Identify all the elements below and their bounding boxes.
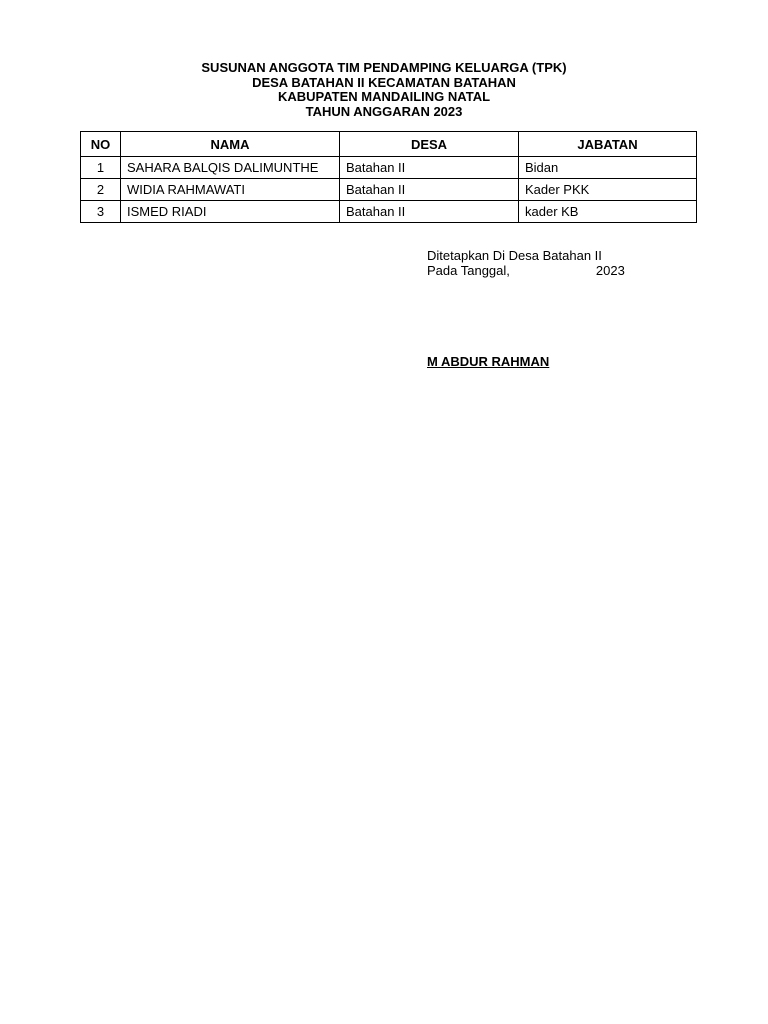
signature-block	[427, 249, 625, 278]
cell-desa: Batahan II	[340, 201, 519, 223]
cell-no: 1	[81, 157, 121, 179]
signature-date-row	[427, 264, 625, 279]
table-row	[81, 157, 697, 179]
header-title-line-3: KABUPATEN MANDAILING NATAL	[277, 89, 491, 104]
cell-no: 2	[81, 179, 121, 201]
document-header	[0, 61, 768, 119]
cell-nama: ISMED RIADI	[121, 201, 340, 223]
member-table-container	[80, 131, 697, 223]
table-row	[81, 179, 697, 201]
header-title-line-4: TAHUN ANGGARAN 2023	[305, 103, 463, 119]
cell-no: 3	[81, 201, 121, 223]
signature-date-label: Pada Tanggal,	[427, 262, 510, 278]
column-header-no: NO	[81, 132, 121, 157]
column-header-desa: DESA	[340, 132, 519, 157]
column-header-nama: NAMA	[121, 132, 340, 157]
signer-name: M ABDUR RAHMAN	[427, 354, 550, 369]
cell-nama: WIDIA RAHMAWATI	[121, 179, 340, 201]
member-table	[80, 131, 697, 223]
table-header-row	[81, 132, 697, 157]
cell-jabatan: kader KB	[519, 201, 697, 223]
table-row	[81, 201, 697, 223]
column-header-jabatan: JABATAN	[519, 132, 697, 157]
cell-nama: SAHARA BALQIS DALIMUNTHE	[121, 157, 340, 179]
header-title-line-1: SUSUNAN ANGGOTA TIM PENDAMPING KELUARGA (TPK)	[201, 60, 567, 75]
signature-year: 2023	[595, 262, 625, 278]
cell-desa: Batahan II	[340, 157, 519, 179]
signature-place: Ditetapkan Di Desa Batahan II	[427, 248, 602, 263]
cell-desa: Batahan II	[340, 179, 519, 201]
cell-jabatan: Bidan	[519, 157, 697, 179]
cell-jabatan: Kader PKK	[519, 179, 697, 201]
header-title-line-2: DESA BATAHAN II KECAMATAN BATAHAN	[252, 74, 516, 90]
